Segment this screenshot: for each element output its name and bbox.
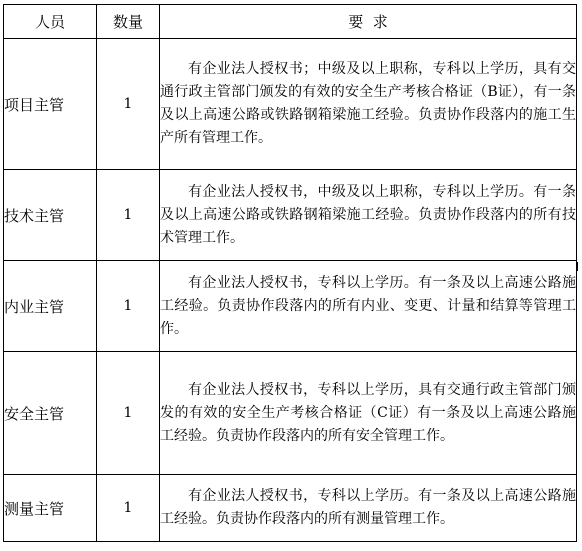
table-row xyxy=(4,39,577,170)
role-cell: 技术主管 xyxy=(4,170,97,261)
count-cell: 1 xyxy=(97,39,160,170)
table-row xyxy=(4,475,577,542)
role-cell: 测量主管 xyxy=(4,475,97,542)
requirement-cell: 有企业法人授权书，专科以上学历，具有交通行政主管部门颁发的有效的安全生产考核合格证（C证）有一条及以上高速公路施工经验。负责协作段落内的所有安全管理工作。 xyxy=(160,352,577,475)
table-row xyxy=(4,352,577,475)
requirement-cell: 有企业法人授权书；中级及以上职称，专科以上学历，具有交通行政主管部门颁发的有效的安全生产考核合格证（B证），有一条及以上高速公路或铁路钢箱梁施工经验。负责协作段落内的施工生产所有管理工作。 xyxy=(160,39,577,170)
count-cell: 1 xyxy=(97,261,160,352)
table-row xyxy=(4,170,577,261)
header-requirement: 要 求 xyxy=(160,5,577,39)
personnel-requirements-table xyxy=(3,4,577,542)
requirement-cell: 有企业法人授权书，中级及以上职称，专科以上学历。有一条及以上高速公路或铁路钢箱梁施工经验。负责协作段落内的所有技术管理工作。 xyxy=(160,170,577,261)
table-row xyxy=(4,261,577,352)
count-cell: 1 xyxy=(97,475,160,542)
header-count: 数量 xyxy=(97,5,160,39)
count-cell: 1 xyxy=(97,352,160,475)
table-header-row xyxy=(4,5,577,39)
requirement-cell: 有企业法人授权书，专科以上学历。有一条及以上高速公路施工经验。负责协作段落内的所有内业、变更、计量和结算等管理工作。 xyxy=(160,261,577,352)
requirement-cell: 有企业法人授权书，专科以上学历。有一条及以上高速公路施工经验。负责协作段落内的所有测量管理工作。 xyxy=(160,475,577,542)
text-cursor-mark xyxy=(576,262,578,271)
count-cell: 1 xyxy=(97,170,160,261)
role-cell: 安全主管 xyxy=(4,352,97,475)
header-role: 人员 xyxy=(4,5,97,39)
role-cell: 内业主管 xyxy=(4,261,97,352)
role-cell: 项目主管 xyxy=(4,39,97,170)
